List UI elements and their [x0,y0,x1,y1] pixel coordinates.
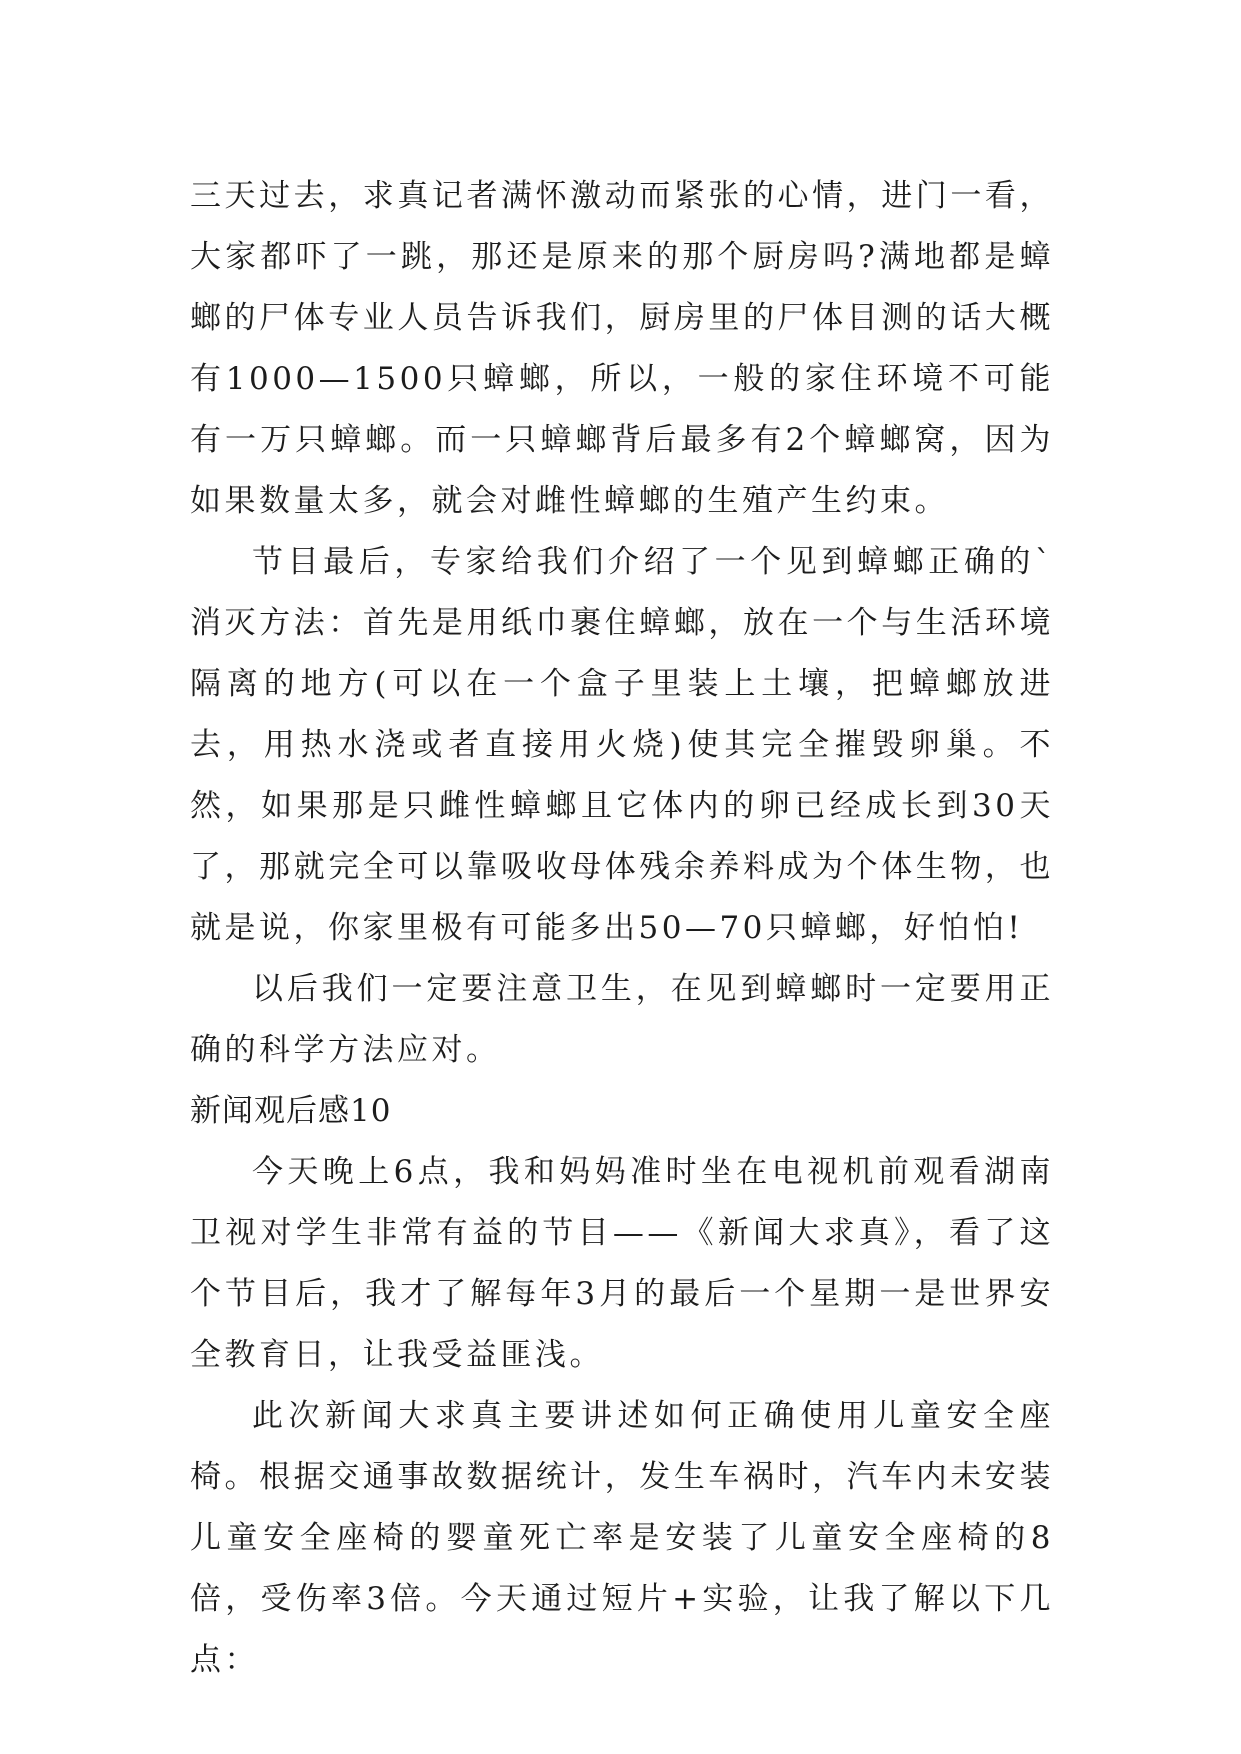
paragraph-child-safety-seat: 此次新闻大求真主要讲述如何正确使用儿童安全座椅。根据交通事故数据统计，发生车祸时，汽车内未安装儿童安全座椅的婴童死亡率是安装了儿童安全座椅的8倍，受伤率3倍。今天通过短片+实验，让我了解以下几点： [190,1398,1054,1678]
paragraph-hygiene-conclusion: 以后我们一定要注意卫生，在见到蟑螂时一定要用正确的科学方法应对。 [190,971,1054,1068]
paragraph-cockroach-corpses: 三天过去，求真记者满怀激动而紧张的心情，进门一看，大家都吓了一跳，那还是原来的那个厨房吗?满地都是蟑螂的尸体专业人员告诉我们，厨房里的尸体目测的话大概有1000—1500只蟑螂，所以，一般的家住环境不可能有一万只蟑螂。而一只蟑螂背后最多有2个蟑螂窝，因为如果数量太多，就会对雌性蟑螂的生殖产生约束。 [190,178,1054,519]
paragraph-safety-education-day: 今天晚上6点，我和妈妈准时坐在电视机前观看湖南卫视对学生非常有益的节目——《新闻大求真》，看了这个节目后，我才了解每年3月的最后一个星期一是世界安全教育日，让我受益匪浅。 [190,1154,1054,1373]
section-heading: 新闻观后感10 [190,1093,392,1129]
document-body [190,166,1054,1691]
paragraph-elimination-method: 节目最后，专家给我们介绍了一个见到蟑螂正确的`消灭方法：首先是用纸巾裹住蟑螂，放在一个与生活环境隔离的地方(可以在一个盒子里装上土壤，把蟑螂放进去，用热水浇或者直接用火烧)使其完全摧毁卵巢。不然，如果那是只雌性蟑螂且它体内的卵已经成长到30天了，那就完全可以靠吸收母体残余养料成为个体生物，也就是说，你家里极有可能多出50—70只蟑螂，好怕怕! [190,544,1054,946]
